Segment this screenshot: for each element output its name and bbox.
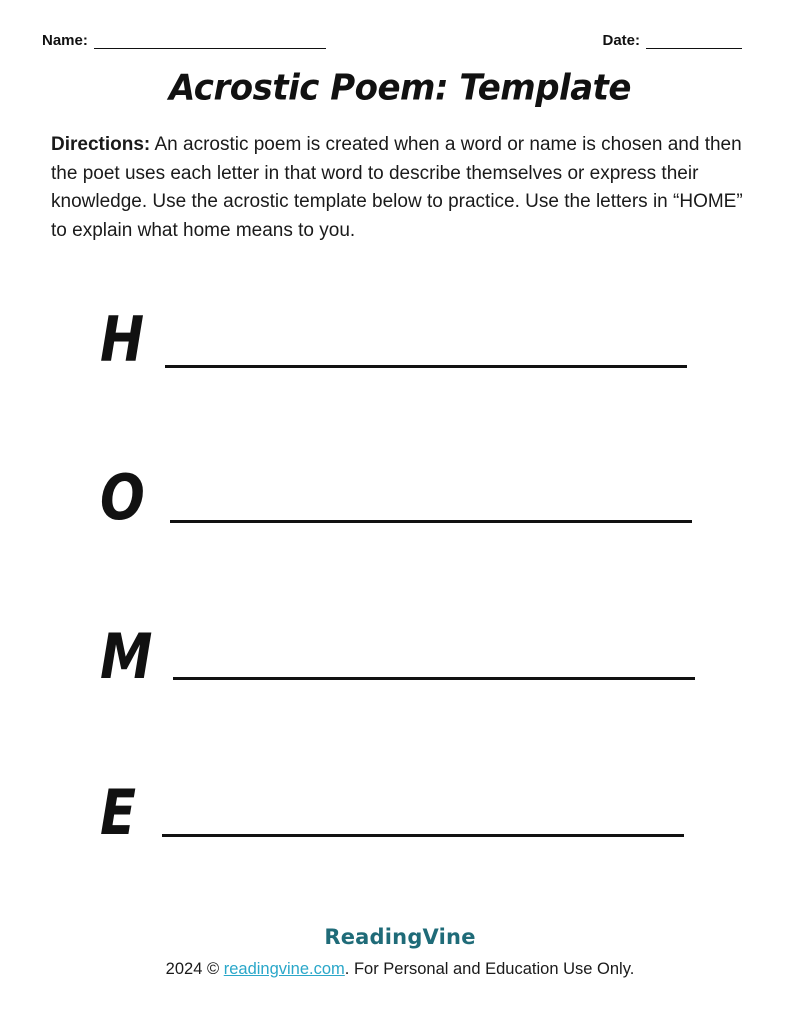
date-field	[602, 32, 742, 49]
acrostic-row-m	[100, 622, 720, 702]
directions-label: Directions:	[51, 134, 151, 155]
acrostic-row-h	[100, 305, 720, 385]
acrostic-row-e	[100, 778, 720, 858]
date-blank-line[interactable]	[646, 35, 742, 49]
name-label: Name:	[42, 32, 88, 49]
answer-line-e[interactable]	[162, 834, 684, 837]
acrostic-letter: M	[100, 620, 153, 693]
page-title: Acrostic Poem: Template	[169, 67, 631, 109]
footer-copyright	[0, 960, 800, 979]
answer-line-o[interactable]	[170, 520, 692, 523]
brand-logo: ReadingVine	[324, 925, 476, 949]
name-field	[42, 32, 326, 49]
acrostic-letter: O	[100, 461, 145, 534]
date-label: Date:	[602, 32, 640, 49]
acrostic-row-o	[100, 463, 720, 543]
footer-year: 2024 ©	[165, 960, 220, 978]
answer-line-h[interactable]	[165, 365, 687, 368]
acrostic-letter: E	[100, 776, 137, 849]
answer-line-m[interactable]	[173, 677, 695, 680]
acrostic-letter: H	[100, 303, 145, 376]
footer-link[interactable]: readingvine.com	[223, 960, 345, 978]
footer-rest: . For Personal and Education Use Only.	[344, 960, 635, 978]
header-row	[42, 32, 742, 49]
name-blank-line[interactable]	[94, 35, 326, 49]
directions-text: An acrostic poem is created when a word or name is chosen and then the poet uses each letter in that word to describe themselves or express their knowledge. Use the acrostic template below to practice. Use the letters in “HOME” to explain what home means to you.	[51, 134, 743, 241]
directions-paragraph	[51, 131, 751, 245]
